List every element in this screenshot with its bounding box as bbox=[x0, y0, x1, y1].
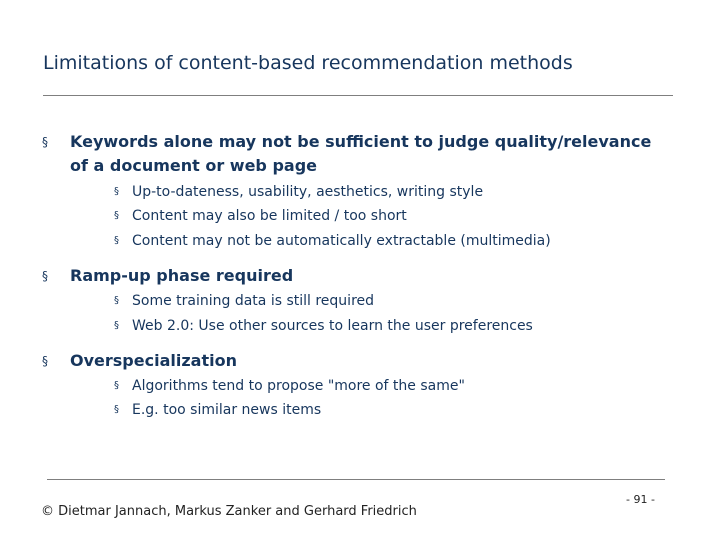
sub-item bbox=[114, 231, 674, 251]
bullet-icon: § bbox=[42, 354, 48, 368]
bullet-icon: § bbox=[42, 135, 48, 149]
bullet-icon: § bbox=[114, 235, 119, 246]
sub-item-text: Web 2.0: Use other sources to learn the user preferences bbox=[132, 318, 533, 334]
sub-item bbox=[114, 206, 674, 226]
bullet-icon: § bbox=[114, 186, 119, 197]
sub-item-text: Content may also be limited / too short bbox=[132, 208, 407, 224]
sub-item bbox=[114, 291, 674, 311]
bullet-icon: § bbox=[114, 210, 119, 221]
section-overspecialization bbox=[42, 349, 652, 373]
section-keywords bbox=[42, 130, 652, 178]
slide-title: Limitations of content-based recommendation methods bbox=[43, 52, 573, 74]
page-number: - 91 - bbox=[626, 493, 655, 506]
bullet-icon: § bbox=[42, 269, 48, 283]
sub-item-text: Up-to-dateness, usability, aesthetics, writing style bbox=[132, 184, 484, 200]
footer-copyright: © Dietmar Jannach, Markus Zanker and Gerhard Friedrich bbox=[41, 504, 417, 519]
sub-item bbox=[114, 376, 674, 396]
title-divider bbox=[43, 95, 673, 96]
sub-item-text: E.g. too similar news items bbox=[132, 402, 322, 418]
section-ramp-up-text: Ramp-up phase required bbox=[70, 266, 294, 285]
bullet-icon: § bbox=[114, 380, 119, 391]
sub-item-text: Some training data is still required bbox=[132, 293, 375, 309]
bullet-icon: § bbox=[114, 320, 119, 331]
sub-item-text: Content may not be automatically extractable (multimedia) bbox=[132, 233, 551, 249]
section-ramp-up bbox=[42, 264, 652, 288]
sub-item bbox=[114, 316, 674, 336]
bullet-icon: § bbox=[114, 295, 119, 306]
bullet-icon: § bbox=[114, 404, 119, 415]
footer-divider bbox=[47, 479, 665, 480]
sub-item-text: Algorithms tend to propose "more of the same" bbox=[132, 378, 465, 394]
section-overspecialization-text: Overspecialization bbox=[70, 351, 237, 370]
sub-item bbox=[114, 400, 674, 420]
sub-item bbox=[114, 182, 674, 202]
section-keywords-text: Keywords alone may not be sufficient to judge quality/relevance of a document or web page bbox=[70, 132, 652, 175]
